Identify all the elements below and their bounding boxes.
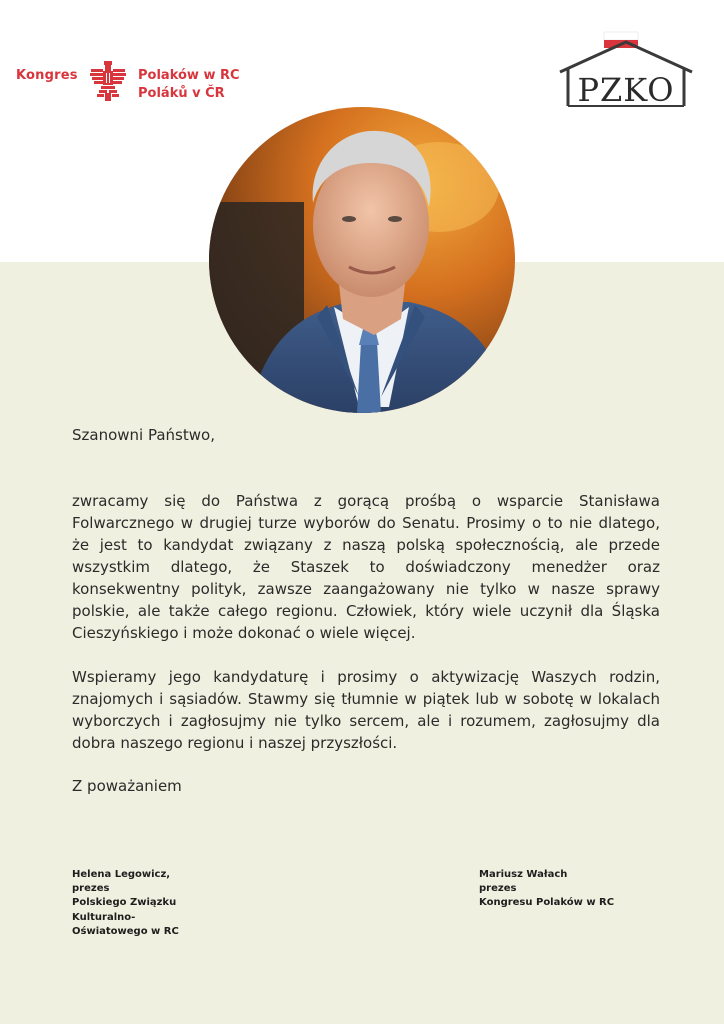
letter-paragraph-1: zwracamy się do Państwa z gorącą prośbą o wsparcie Stanisława Folwarcznego w drugiej turze wyborów do Senatu. Prosimy o to nie dlatego, że jest to kandydat związany z naszą polską społecznością, ale przede wszystkim dlatego, że Staszek to doświadczony menedżer oraz konsekwentny polityk, zawsze zaangażowany nie tylko w nasze sprawy polskie, ale także całego regionu. Człowiek, który wiele uczynił dla Śląska Cieszyńskiego i może dokonać o wiele więcej. bbox=[72, 492, 660, 642]
signature-left bbox=[72, 868, 212, 939]
signature-left-org-2: Kulturalno- bbox=[72, 911, 136, 923]
pzko-logo bbox=[556, 28, 696, 114]
kongres-logo-line-2: Poláků v ČR bbox=[138, 86, 225, 101]
kongres-logo bbox=[16, 58, 256, 108]
signature-left-name: Helena Legowicz, bbox=[72, 869, 171, 880]
signature-left-org-1: Polskiego Związku bbox=[72, 897, 177, 909]
signature-left-title: prezes bbox=[72, 883, 110, 895]
signature-left-org-3: Oświatowego w RC bbox=[72, 925, 179, 937]
pzko-logo-text: PZKO bbox=[577, 71, 675, 109]
kongres-logo-right-text bbox=[138, 67, 240, 103]
letter-closing: Z poważaniem bbox=[72, 777, 182, 795]
signature-right bbox=[479, 868, 669, 911]
kongres-logo-line-1: Polaków w RC bbox=[138, 68, 240, 83]
eagle-emblem-icon bbox=[88, 60, 128, 104]
portrait-photo bbox=[209, 107, 515, 413]
signature-right-title: prezes bbox=[479, 883, 517, 895]
signature-right-org: Kongresu Polaków w RC bbox=[479, 897, 615, 909]
letter-greeting: Szanowni Państwo, bbox=[72, 426, 215, 444]
signature-right-name: Mariusz Wałach bbox=[479, 869, 568, 880]
letter-paragraph-2: Wspieramy jego kandydaturę i prosimy o aktywizację Waszych rodzin, znajomych i sąsiadów. Stawmy się tłumnie w piątek lub w sobotę w lokalach wyborczych i zagłosujmy nie tylko sercem, ale i rozumem, zagłosujmy dla dobra naszego regionu i naszej przyszłości. bbox=[72, 668, 660, 752]
kongres-logo-left-text: Kongres bbox=[16, 68, 78, 83]
